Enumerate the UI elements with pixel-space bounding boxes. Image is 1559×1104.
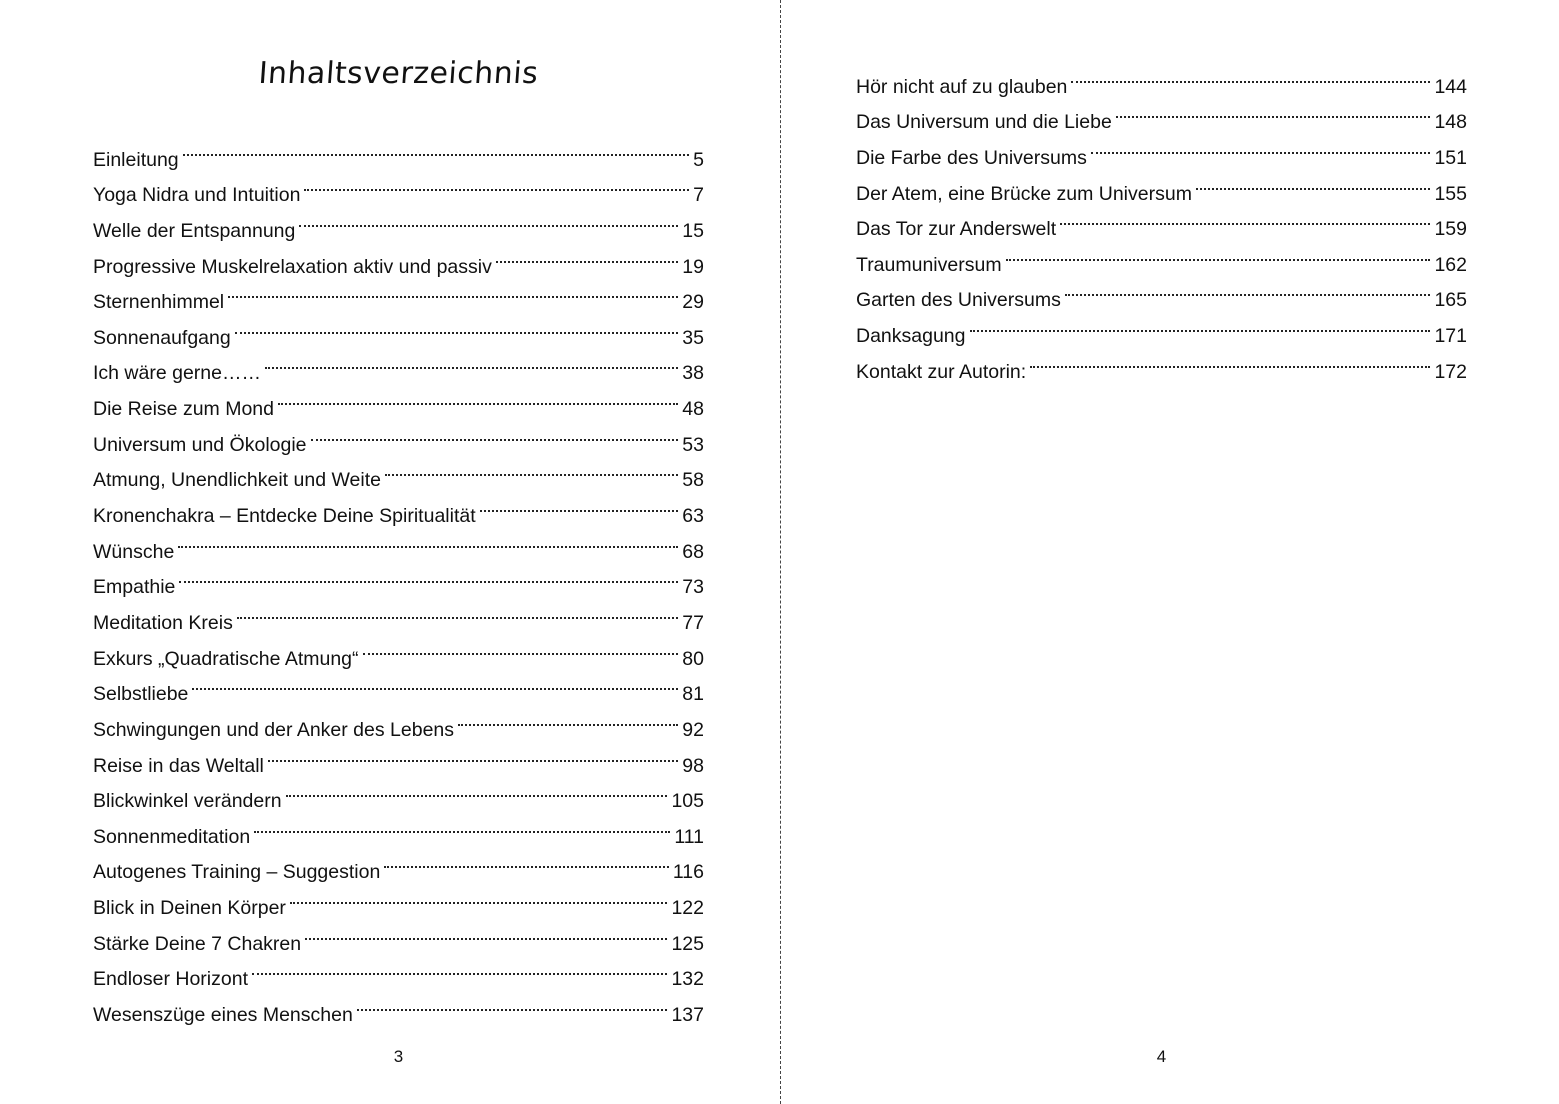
toc-entry-label: Atmung, Unendlichkeit und Weite <box>93 469 381 492</box>
toc-entry-label: Universum und Ökologie <box>93 433 307 456</box>
toc-entry-label: Yoga Nidra und Intuition <box>93 184 301 207</box>
toc-entry-label: Selbstliebe <box>93 683 189 706</box>
toc-entry-page: 29 <box>682 291 704 314</box>
toc-list-right <box>856 57 1467 383</box>
toc-dot-leader <box>1069 57 1432 93</box>
toc-dot-leader <box>297 201 680 237</box>
right-page <box>856 0 1467 1104</box>
toc-dot-leader <box>382 843 671 879</box>
toc-entry[interactable] <box>93 558 704 599</box>
toc-entry-label: Progressive Muskelrelaxation aktiv und passiv <box>93 255 492 278</box>
toc-dot-leader <box>1063 271 1433 307</box>
toc-entry-page: 35 <box>682 326 704 349</box>
page-divider <box>780 0 781 1104</box>
toc-entry-page: 38 <box>682 362 704 385</box>
toc-dot-leader <box>288 878 670 914</box>
toc-entry-page: 165 <box>1434 289 1467 312</box>
toc-dot-leader <box>1058 200 1432 236</box>
toc-entry-page: 68 <box>682 540 704 563</box>
toc-entry-page: 159 <box>1434 218 1467 241</box>
toc-dot-leader <box>250 950 669 986</box>
toc-entry-label: Meditation Kreis <box>93 611 233 634</box>
toc-dot-leader <box>276 379 680 415</box>
page-number-left: 3 <box>393 1047 404 1066</box>
toc-entry-label: Kontakt zur Autorin: <box>856 360 1027 383</box>
toc-entry-page: 77 <box>682 611 704 634</box>
toc-dot-leader <box>309 415 681 451</box>
toc-dot-leader <box>263 344 680 380</box>
toc-entry-label: Der Atem, eine Brücke zum Universum <box>856 182 1192 205</box>
toc-dot-leader <box>478 486 681 522</box>
toc-entry-page: 116 <box>672 861 704 884</box>
toc-dot-leader <box>1114 93 1433 129</box>
toc-entry-page: 122 <box>671 897 704 920</box>
toc-entry-page: 148 <box>1434 111 1467 134</box>
toc-entry-page: 53 <box>682 433 704 456</box>
toc-dot-leader <box>355 985 670 1021</box>
toc-entry-label: Traumuniversum <box>856 253 1002 276</box>
toc-dot-leader <box>226 273 680 309</box>
toc-dot-leader <box>968 306 1433 342</box>
toc-dot-leader <box>177 558 680 594</box>
toc-dot-leader <box>284 772 670 808</box>
toc-entry-label: Blick in Deinen Körper <box>93 897 286 920</box>
toc-entry-label: Endloser Horizont <box>93 968 248 991</box>
toc-entry-page: 111 <box>674 825 704 848</box>
toc-dot-leader <box>181 130 691 166</box>
toc-entry-label: Ich wäre gerne…… <box>93 362 261 385</box>
left-page <box>93 0 704 1104</box>
toc-entry-page: 98 <box>682 754 704 777</box>
toc-entry-label: Sonnenaufgang <box>93 326 231 349</box>
toc-entry-page: 81 <box>682 683 704 706</box>
toc-entry-page: 92 <box>682 718 704 741</box>
toc-entry-label: Kronenchakra – Entdecke Deine Spiritualität <box>93 505 476 528</box>
toc-dot-leader <box>456 700 680 736</box>
toc-entry-page: 63 <box>682 505 704 528</box>
toc-entry-label: Das Tor zur Anderswelt <box>856 218 1057 241</box>
toc-dot-leader <box>1194 164 1433 200</box>
toc-entry-page: 105 <box>671 790 704 813</box>
toc-dot-leader <box>383 451 680 487</box>
toc-entry-label: Stärke Deine 7 Chakren <box>93 932 302 955</box>
toc-dot-leader <box>361 629 681 665</box>
toc-entry-page: 151 <box>1434 146 1467 169</box>
toc-entry-page: 73 <box>682 576 704 599</box>
toc-entry-page: 144 <box>1434 75 1467 98</box>
toc-entry-page: 80 <box>682 647 704 670</box>
toc-dot-leader <box>1004 235 1433 271</box>
toc-dot-leader <box>252 807 672 843</box>
toc-entry-label: Einleitung <box>93 148 179 171</box>
toc-entry-label: Wesenszüge eines Menschen <box>93 1004 353 1027</box>
toc-entry-label: Die Reise zum Mond <box>93 398 274 421</box>
toc-entry-label: Hör nicht auf zu glauben <box>856 75 1068 98</box>
toc-entry-label: Blickwinkel verändern <box>93 790 282 813</box>
toc-entry-page: 137 <box>671 1004 704 1027</box>
toc-entry-label: Reise in das Weltall <box>93 754 264 777</box>
toc-dot-leader <box>176 522 680 558</box>
toc-entry-label: Welle der Entspannung <box>93 219 296 242</box>
toc-dot-leader <box>1089 128 1433 164</box>
toc-entry-label: Die Farbe des Universums <box>856 146 1087 169</box>
toc-entry-page: 155 <box>1434 182 1467 205</box>
page-title: Inhaltsverzeichnis <box>257 56 540 91</box>
toc-entry-label: Sternenhimmel <box>93 291 225 314</box>
toc-entry-label: Empathie <box>93 576 176 599</box>
toc-entry-page: 48 <box>682 398 704 421</box>
toc-entry-page: 7 <box>693 184 704 207</box>
toc-entry-label: Exkurs „Quadratische Atmung“ <box>93 647 359 670</box>
toc-entry-page: 171 <box>1434 325 1467 348</box>
toc-dot-leader <box>235 593 680 629</box>
toc-entry-label: Danksagung <box>856 325 966 348</box>
toc-entry-label: Schwingungen und der Anker des Lebens <box>93 718 455 741</box>
toc-entry-page: 19 <box>682 255 704 278</box>
toc-entry-label: Autogenes Training – Suggestion <box>93 861 381 884</box>
toc-dot-leader <box>266 736 680 772</box>
toc-entry-page: 132 <box>671 968 704 991</box>
toc-entry[interactable] <box>93 522 704 563</box>
toc-dot-leader <box>1028 342 1432 378</box>
toc-entry-page: 125 <box>671 932 704 955</box>
toc-dot-leader <box>494 237 680 273</box>
toc-entry[interactable] <box>93 593 704 634</box>
toc-entry-label: Garten des Universums <box>856 289 1061 312</box>
toc-entry-page: 172 <box>1434 360 1467 383</box>
toc-list-left <box>93 130 704 1027</box>
toc-entry-label: Wünsche <box>93 540 175 563</box>
toc-entry-label: Das Universum und die Liebe <box>856 111 1112 134</box>
toc-entry[interactable] <box>93 130 704 171</box>
toc-entry-page: 58 <box>682 469 704 492</box>
toc-dot-leader <box>190 665 680 701</box>
toc-dot-leader <box>303 914 669 950</box>
toc-entry-page: 162 <box>1434 253 1467 276</box>
page-number-right: 4 <box>1156 1047 1167 1066</box>
toc-dot-leader <box>233 308 681 344</box>
toc-entry[interactable] <box>856 57 1467 98</box>
toc-entry-page: 5 <box>693 148 704 171</box>
toc-dot-leader <box>302 166 691 202</box>
toc-entry-label: Sonnenmeditation <box>93 825 251 848</box>
toc-entry-page: 15 <box>682 219 704 242</box>
toc-entry[interactable] <box>93 166 704 207</box>
